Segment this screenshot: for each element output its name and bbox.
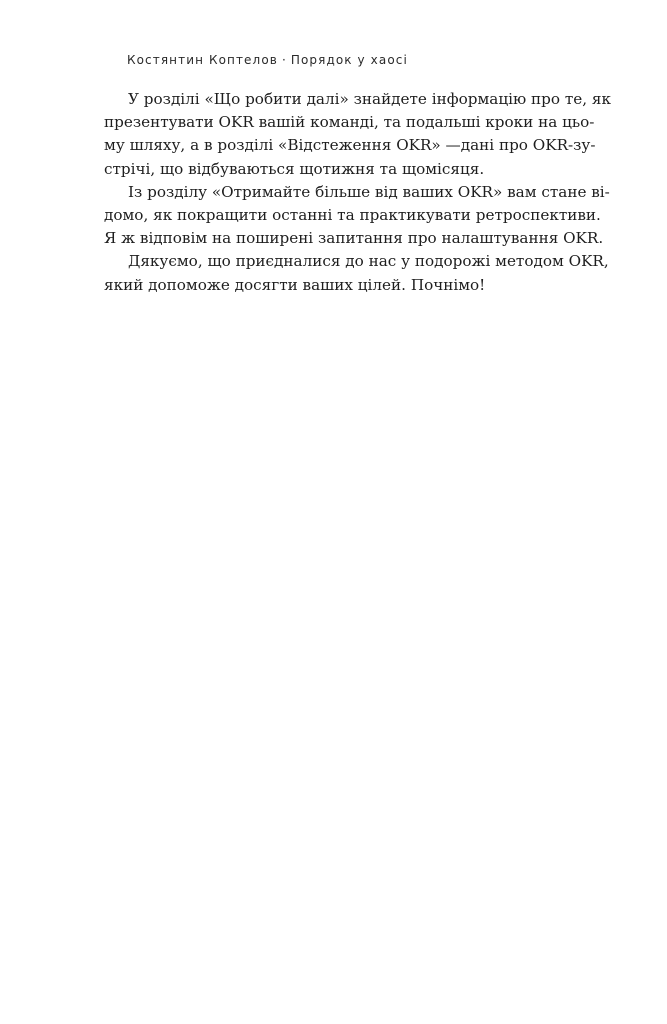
running-header	[127, 53, 408, 67]
paragraph-3-line-2: який допоможе досягти ваших цілей. Почнімо!	[104, 275, 486, 294]
paragraph-2-line-2: домо, як покращити останні та практикувати ретроспективи.	[104, 206, 601, 225]
header-separator: ·	[281, 53, 287, 67]
paragraph-3-line-1: Дякуємо, що приєдналися до нас у подорожі методом OKR,	[128, 252, 609, 271]
paragraph-1-line-4: стрічі, що відбуваються щотижня та щомісяця.	[104, 159, 485, 178]
header-book-title: Порядок у хаосі	[290, 53, 408, 67]
paragraph-1-line-3: му шляху, а в розділі «Відстеження OKR» —дані про OKR-зу-	[104, 136, 596, 155]
paragraph-1-line-2: презентувати OKR вашій команді, та подальші кроки на цьо-	[104, 113, 595, 132]
paragraph-1-line-1: У розділі «Що робити далі» знайдете інформацію про те, як	[128, 90, 611, 108]
header-author: Костянтин Коптелов	[127, 53, 278, 67]
body-text	[104, 88, 611, 297]
paragraph-2-line-3: Я ж відповім на поширені запитання про налаштування OKR.	[104, 229, 604, 248]
paragraph-2-line-1: Із розділу «Отримайте більше від ваших OKR» вам стане ві-	[128, 182, 610, 201]
